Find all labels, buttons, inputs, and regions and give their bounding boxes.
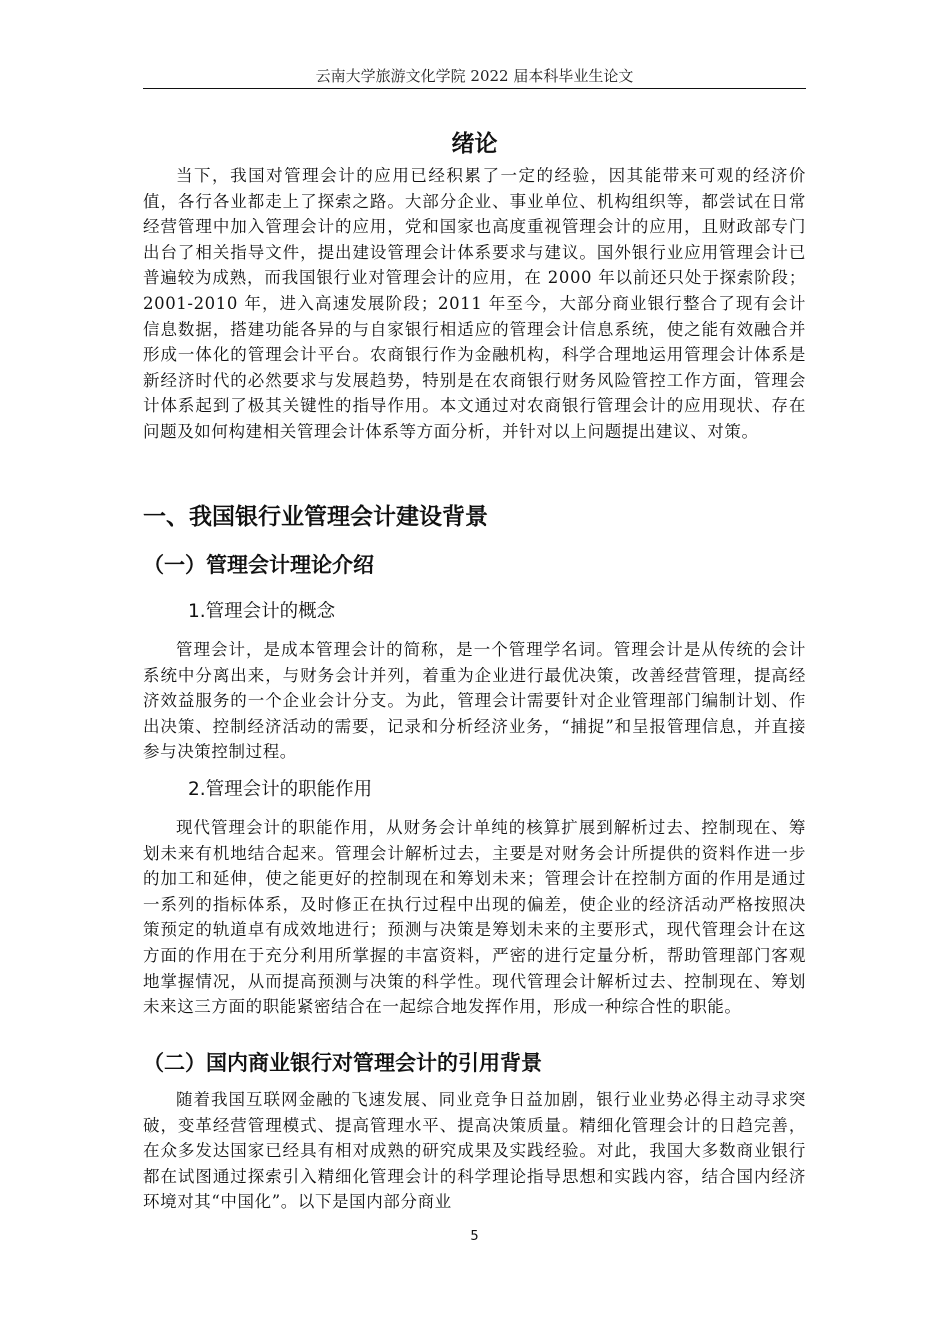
subsection-1-heading: （一）管理会计理论介绍 <box>143 553 374 577</box>
intro-title: 绪论 <box>451 131 498 157</box>
subsection-2-heading: （二）国内商业银行对管理会计的引用背景 <box>143 1051 542 1075</box>
subsection-2-paragraph: 随着我国互联网金融的飞速发展、同业竞争日益加剧，银行业业势必得主动寻求突破，变革经营管理模式、提高管理水平、提高决策质量。精细化管理会计的日趋完善，在众多发达国家已经具有相对成熟的研究成果及实践经验。对此，我国大多数商业银行都在试图通过探索引入精细化管理会计的科学理论指导思想和实践内容，结合国内经济环境对其“中国化”。以下是国内部分商业 <box>143 1090 806 1212</box>
item-2-heading: 2.管理会计的职能作用 <box>188 779 373 800</box>
item-1-heading: 1.管理会计的概念 <box>188 601 336 622</box>
intro-paragraph: 当下，我国对管理会计的应用已经积累了一定的经验，因其能带来可观的经济价值，各行各业都走上了探索之路。大部分企业、事业单位、机构组织等，都尝试在日常经营管理中加入管理会计的应用，党和国家也高度重视管理会计的应用，且财政部专门出台了相关指导文件，提出建设管理会计体系要求与建议。国外银行业应用管理会计已普遍较为成熟，而我国银行业对管理会计的应用，在 2000 年以前还只处于探索阶段；2001-2010 年，进入高速发展阶段；2011 年至今，大部分商业银行整合了现有会计信息数据，搭建功能各异的与自家银行相适应的管理会计信息系统，使之能有效融合并形成一体化的管理会计平台。农商银行作为金融机构，科学合理地运用管理会计体系是新经济时代的必然要求与发展趋势，特别是在农商银行财务风险管控工作方面，管理会计体系起到了极其关键性的指导作用。本文通过对农商银行管理会计的应用现状、存在问题及如何构建相关管理会计体系等方面分析，并针对以上问题提出建议、对策。 <box>143 166 806 441</box>
item-1-paragraph: 管理会计，是成本管理会计的简称，是一个管理学名词。管理会计是从传统的会计系统中分离出来，与财务会计并列，着重为企业进行最优决策，改善经营管理，提高经济效益服务的一个企业会计分支。为此，管理会计需要针对企业管理部门编制计划、作出决策、控制经济活动的需要，记录和分析经济业务，“捕捉”和呈报管理信息，并直接参与决策控制过程。 <box>143 640 806 762</box>
page-number: 5 <box>470 1229 479 1244</box>
section-1-heading: 一、我国银行业管理会计建设背景 <box>143 504 488 530</box>
header-rule <box>143 88 806 89</box>
item-2-paragraph: 现代管理会计的职能作用，从财务会计单纯的核算扩展到解析过去、控制现在、筹划未来有机地结合起来。管理会计解析过去，主要是对财务会计所提供的资料作进一步的加工和延伸，使之能更好的控制现在和筹划未来；管理会计在控制方面的作用是通过一系列的指标体系，及时修正在执行过程中出现的偏差，使企业的经济活动严格按照决策预定的轨道卓有成效地进行；预测与决策是筹划未来的主要形式，现代管理会计在这方面的作用在于充分利用所掌握的丰富资料，严密的进行定量分析，帮助管理部门客观地掌握情况，从而提高预测与决策的科学性。现代管理会计解析过去、控制现在、筹划未来这三方面的职能紧密结合在一起综合地发挥作用，形成一种综合性的职能。 <box>143 818 806 1017</box>
running-header: 云南大学旅游文化学院 2022 届本科毕业生论文 <box>315 67 634 85</box>
